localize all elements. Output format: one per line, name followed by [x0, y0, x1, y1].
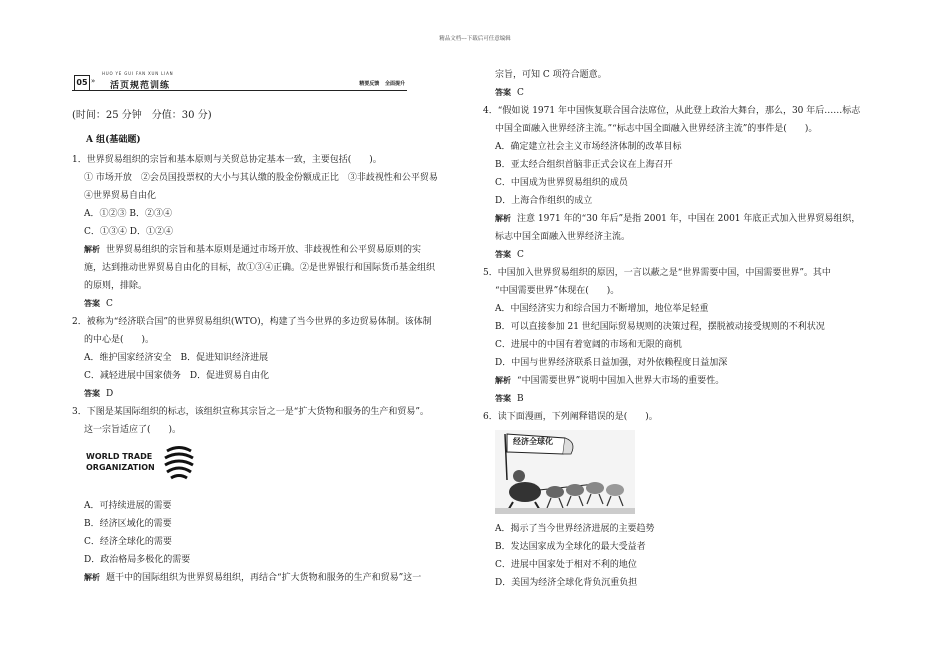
analysis-text: 施，达到推动世界贸易自由化的目标，故①③④正确。②是世界银行和国际货币基金组织 [84, 263, 436, 273]
group-a-title: A 组(基础题) [86, 135, 141, 145]
option-d: D．政治格局多极化的需要 [84, 555, 191, 565]
analysis-text: 世界贸易组织的宗旨和基本原则是通过市场开放、非歧视性和公平贸易原则的实 [106, 245, 422, 255]
analysis-text: 宗旨，可知 C 项符合题意。 [495, 70, 607, 80]
question-stem: 这一宗旨适应了( )。 [84, 425, 182, 435]
question-6 [483, 408, 903, 592]
option-d: D．中国与世界经济联系日益加强，对外依赖程度日益加深 [495, 358, 728, 368]
analysis-text: 的原则，排除。 [84, 281, 148, 291]
answer-label: 答案 [495, 394, 511, 403]
option-a: A．中国经济实力和综合国力不断增加，地位举足轻重 [495, 304, 709, 314]
answer-label: 答案 [84, 389, 100, 398]
options-cd: C．减轻进展中国家债务 D．促进贸易自由化 [84, 371, 270, 381]
answer-value: B [517, 394, 524, 404]
answer-label: 答案 [495, 88, 511, 97]
wto-logo-line: WORLD TRADE [86, 452, 153, 461]
question-stem: 6．读下面漫画，下列阐释错误的是( )。 [483, 412, 658, 422]
option-b: B．发达国家成为全球化的最大受益者 [495, 542, 646, 552]
question-1 [72, 151, 472, 313]
question-stem: 中国全面融入世界经济主流。”“标志中国全面融入世界经济主流”的事件是( )。 [495, 124, 818, 134]
wto-logo [86, 443, 472, 493]
options-cd: C．①③④ D．①②④ [84, 227, 173, 237]
analysis-text: 标志中国全面融入世界经济主流。 [495, 232, 631, 242]
answer-value: C [517, 88, 524, 98]
header-pinyin: HUO YE GUI FAN XUN LIAN [102, 71, 174, 76]
question-stem: 的中心是( )。 [84, 335, 155, 345]
answer [72, 385, 472, 403]
right-column [483, 66, 903, 592]
question-stem: 3．下图是某国际组织的标志，该组织宣称其宗旨之一是“扩大货物和服务的生产和贸易”。 [72, 407, 429, 417]
analysis [483, 210, 903, 228]
time-score-info: (时间：25 分钟 分值：30 分) [72, 110, 212, 121]
option-b: B．经济区域化的需要 [84, 519, 172, 529]
answer [483, 84, 903, 102]
question-4 [483, 102, 903, 264]
option-a: A．揭示了当今世界经济进展的主要趋势 [495, 524, 655, 534]
option-a: A．确定建立社会主义市场经济体制的改革目标 [495, 142, 682, 152]
analysis-text: “中国需要世界”说明中国加入世界大市场的重要性。 [517, 376, 725, 386]
option-c: C．经济全球化的需要 [84, 537, 172, 547]
option-c: C．进展中国家处于相对不利的地位 [495, 560, 637, 570]
analysis-text: 注意 1971 年的“30 年后”是指 2001 年，中国在 2001 年底正式加入世界贸易组织， [517, 214, 861, 224]
wto-emblem-icon [161, 443, 197, 483]
question-5 [483, 264, 903, 408]
chevron-right-icon: » [91, 77, 96, 85]
question-items: ④世界贸易自由化 [84, 191, 157, 201]
question-stem: 2．被称为“经济联合国”的世界贸易组织(WTO)，构建了当今世界的多边贸易体制。该体制 [72, 317, 432, 327]
wto-logo-line: ORGANIZATION [86, 463, 155, 472]
question-stem: 4．“假如说 1971 年中国恢复联合国合法席位，从此登上政治大舞台，那么，30 年后……标志 [483, 106, 861, 116]
analysis-label: 解析 [495, 376, 511, 385]
watermark: 精品文档---下载后可任意编辑 [439, 36, 511, 42]
answer-value: C [106, 299, 113, 309]
answer [483, 390, 903, 408]
option-a: A．可持续进展的需要 [84, 501, 172, 511]
section-badge: 05 [74, 75, 90, 91]
header-tags: 精要反馈 全面提升 [359, 81, 405, 87]
answer [72, 295, 472, 313]
analysis-text: 题干中的国际组织为世界贸易组织，再结合“扩大货物和服务的生产和贸易”这一 [106, 573, 422, 583]
question-3 [72, 403, 472, 587]
left-column [72, 107, 472, 587]
analysis-label: 解析 [84, 573, 100, 582]
question-stem: 5．中国加入世界贸易组织的原因，一言以蔽之是“世界需要中国，中国需要世界”。其中 [483, 268, 831, 278]
question-2 [72, 313, 472, 403]
analysis-label: 解析 [495, 214, 511, 223]
wto-logo-text [86, 451, 155, 473]
analysis-label: 解析 [84, 245, 100, 254]
option-d: D．上海合作组织的成立 [495, 196, 593, 206]
option-b: B．亚太经合组织首脑非正式会议在上海召开 [495, 160, 673, 170]
cartoon-flag-text: 经济全球化 [513, 437, 553, 446]
question-items: ① 市场开放 ②会员国投票权的大小与其认缴的股金份额成正比 ③非歧视性和公平贸易 [84, 173, 438, 183]
answer-label: 答案 [495, 250, 511, 259]
options-ab: A．①②③ B．②③④ [84, 209, 172, 219]
option-c: C．进展中的中国有着宽阔的市场和无限的商机 [495, 340, 682, 350]
answer-value: D [106, 389, 114, 399]
answer-value: C [517, 250, 524, 260]
options-ab: A．维护国家经济安全 B．促进知识经济进展 [84, 353, 269, 363]
globalization-cartoon [495, 430, 635, 514]
option-c: C．中国成为世界贸易组织的成员 [495, 178, 628, 188]
analysis [483, 372, 903, 390]
section-header [72, 70, 407, 91]
option-d: D．美国为经济全球化背负沉重负担 [495, 578, 638, 588]
option-b: B．可以直接参加 21 世纪国际贸易规则的决策过程，摆脱被动接受规则的不利状况 [495, 322, 825, 332]
analysis [72, 569, 472, 587]
header-title: 活页规范训练 [110, 81, 171, 91]
answer-label: 答案 [84, 299, 100, 308]
analysis [72, 241, 472, 259]
question-stem: “中国需要世界”体现在( )。 [495, 286, 620, 296]
answer [483, 246, 903, 264]
question-stem: 1．世界贸易组织的宗旨和基本原则与关贸总协定基本一致，主要包括( )。 [72, 155, 382, 165]
